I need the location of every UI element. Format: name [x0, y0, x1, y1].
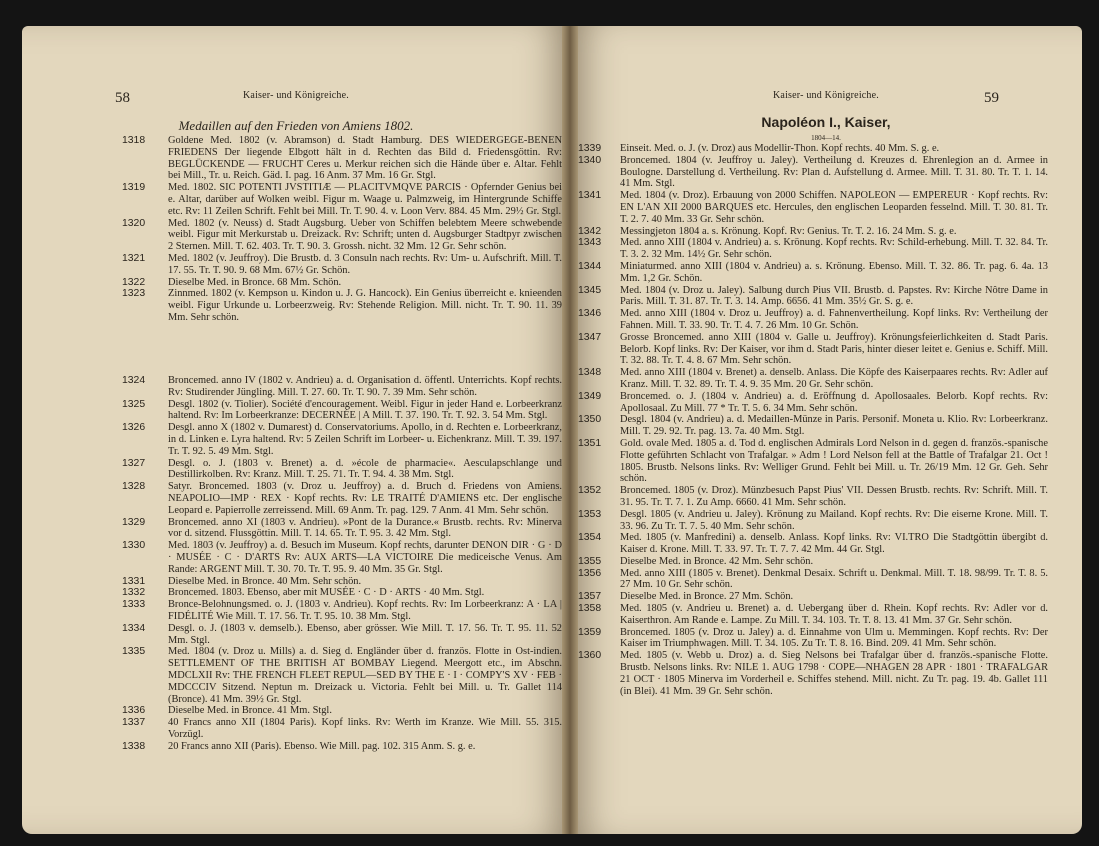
- entry-description: Broncemed. anno IV (1802 v. Andrieu) a. d. Organisation d. öffentl. Unterrichts. Kopf rechts. Rv: Studirender Jüngling. Mill. T. 27. 60. Tr. T. 90. 7. 39 Mm. Sehr schön.: [168, 375, 562, 398]
- entry-description: Desgl. o. J. (1803 v. Brenet) a. d. »école de pharmacie«. Aesculapschlange und Destillirkolben. Rv: Kranz. Mill. T. 25. 71. Tr. T. 94. 4. 38 Mm. Stgl.: [168, 457, 562, 481]
- book-gutter: [562, 26, 578, 834]
- entry-number: 1359: [578, 626, 602, 638]
- catalogue-entry: [122, 599, 562, 623]
- entry-number: 1324: [122, 375, 146, 386]
- catalogue-entry: [578, 414, 1048, 438]
- entry-description: Dieselbe Med. in Bronce. 41 Mm. Stgl.: [168, 705, 332, 717]
- catalogue-entry: [578, 509, 1048, 533]
- page-number-right: 59: [984, 90, 999, 106]
- entry-number: 1348: [578, 367, 602, 379]
- catalogue-list-napoleon: [578, 143, 1048, 697]
- entry-description: Med. 1802 (v. Neuss) d. Stadt Augsburg. Ueber von Schiffen belebtem Meere schwebende weibl. Figur mit Merkurstab u. Dreizack. Rv: Schrift; unten d. Augsburger Stadtpyr zwischen 2 Sternen. Mill. T. 62. 403. Tr. T. 90. 3. Grossh. nicht. 32 Mm. 12 Gr. Sehr schön.: [168, 217, 562, 253]
- entry-number: 1332: [122, 587, 146, 599]
- entry-number: 1355: [578, 555, 602, 567]
- entry-description: Zinnmed. 1802 (v. Kempson u. Kindon u. J. G. Hancock). Ein Genius überreicht e. knieenden weibl. Figur Urkunde u. Lorbeerzweig. Rv: Stehende Religion. Mill. nicht. Tr. T. 90. 11. 39 Mm. Sehr schön.: [168, 288, 562, 323]
- entry-number: 1335: [122, 646, 146, 658]
- entry-description: Desgl. 1805 (v. Andrieu u. Jaley). Krönung zu Mailand. Kopf rechts. Rv: Die eiserne Krone. Mill. T. 33. 96. Zu Tr. T. 7. 5. 40 Mm. Sehr schön.: [620, 508, 1048, 532]
- entry-description: Dieselbe Med. in Bronce. 27 Mm. Schön.: [620, 591, 794, 603]
- catalogue-entry: [578, 391, 1048, 415]
- entry-number: 1356: [578, 567, 602, 579]
- catalogue-entry: [578, 332, 1048, 367]
- entry-description: Broncemed. 1805 (v. Droz). Münzbesuch Papst Pius' VII. Dessen Brustb. rechts. Rv: Schrift. Mill. T. 31. 95. Tr. T. 7. 1. Zu Amp. 6660. 41 Mm. Sehr schön.: [620, 485, 1048, 508]
- right-page: [570, 26, 1082, 834]
- entry-description: Bronce-Belohnungsmed. o. J. (1803 v. Andrieu). Kopf rechts. Rv: Im Lorbeerkranz: A · LA | FIDÉLITÉ Wie Mill. T. 17. 56. Tr. T. 95. 10. 38 Mm. Stgl.: [168, 599, 562, 622]
- entry-description: Dieselbe Med. in Bronce. 40 Mm. Sehr schön.: [168, 575, 362, 587]
- entry-description: Med. 1804 (v. Droz u. Mills) a. d. Sieg d. Engländer über d. französ. Flotte in Ost-indien. SETTLEMENT OF THE BRITISH AT BOMBAY Liegend. Meergott etc., im Abschn. MDCLXII Rv: THE FRENCH FLEET REPUL—SED BY THE E · I · COMPY'S XV · FEB · MDCCCIV Sitzend. Neptun m. Dreizack u. Victoria. Fehlt bei Mill. u. Tr. Gallet 114 (Bronce). 41 Mm. 39½ Gr. Stgl.: [168, 646, 562, 705]
- entry-description: Med. anno XIII (1804 v. Droz u. Jeuffroy) a. d. Fahnenvertheilung. Kopf links. Rv: Vertheilung der Fahnen. Mill. T. 33. 90. Tr. T. 4. 7. 26 Mm. 10 Gr. Schön.: [620, 308, 1048, 331]
- catalogue-entry: [122, 717, 562, 741]
- catalogue-entry: [578, 603, 1048, 627]
- entry-description: 20 Francs anno XII (Paris). Ebenso. Wie Mill. pag. 102. 315 Anm. S. g. e.: [168, 740, 476, 752]
- entry-description: Med. 1805 (v. Manfredini) a. denselb. Anlass. Kopf links. Rv: VI.TRO Die Stadtgöttin übergibt d. Kaiser d. Krone. Mill. T. 33. 97. Tr. T. 7. 7. 42 Mm. 44 Gr. Stgl.: [620, 532, 1048, 556]
- entry-number: 1342: [578, 225, 602, 237]
- entry-number: 1353: [578, 508, 602, 520]
- catalogue-entry: [578, 367, 1048, 391]
- entry-number: 1344: [578, 260, 602, 272]
- catalogue-entry: [578, 155, 1048, 190]
- catalogue-entry: [578, 226, 1048, 238]
- entry-number: 1351: [578, 437, 602, 449]
- catalogue-entry: [578, 438, 1048, 485]
- catalogue-entry: [578, 650, 1048, 697]
- entry-description: Med. anno XIII (1804 v. Brenet) a. denselb. Anlass. Die Köpfe des Kaiserpaares rechts. Rv: Adler auf Kranz. Mill. T. 32. 89. Tr. T. 4. 9. 35 Mm. 20 Gr. Sehr schön.: [620, 367, 1048, 390]
- entry-description: Med. 1805 (v. Webb u. Droz) a. d. Sieg Nelsons bei Trafalgar über d. französ.-spanische Flotte. Brustb. Nelsons links. Rv: NILE 1. AUG 1798 · COPE—NHAGEN 28 APR · 1801 · TRAFALGAR 21 OCT · 1805 Minerva im Vorderheil e. Schiffes stehend. Mill. nicht. Zu Tr. pag. 19. 4b. Gallet 111 (in Blei). 41 Mm. 39 Gr. Sehr schön.: [620, 650, 1048, 697]
- entry-description: Goldene Med. 1802 (v. Abramson) d. Stadt Hamburg. DES WIEDERGEGE-BENEN FRIEDENS Der liegende Elbgott hält in d. Rechten das Bild d. Friedensgöttin. Rv: BEGLÜCKENDE — FRUCHT Ceres u. Merkur reichen sich die Hände über e. Altar. Fehlt bei Mill., Tr. u. Reich. Gäd. I. pag. 16 Anm. 37 Mm. 16 Gr. Stgl.: [168, 135, 562, 182]
- catalogue-list-amiens: [122, 135, 562, 324]
- page-number-left: 58: [115, 90, 130, 106]
- catalogue-entry: [578, 143, 1048, 155]
- catalogue-entry: [122, 517, 562, 541]
- catalogue-entry: [122, 253, 562, 277]
- catalogue-entry: [578, 627, 1048, 651]
- entry-description: Med. anno XIII (1805 v. Brenet). Denkmal Desaix. Schrift u. Denkmal. Mill. T. 18. 98/99. Tr. T. 8. 5. 27 Mm. 10 Gr. Sehr schön.: [620, 567, 1048, 591]
- left-page: [22, 26, 570, 834]
- catalogue-entry: [578, 568, 1048, 592]
- entry-description: Broncemed. 1803. Ebenso, aber mit MUSÉE · C · D · ARTS · 40 Mm. Stgl.: [168, 587, 485, 599]
- entry-description: Desgl. o. J. (1803 v. demselb.). Ebenso, aber grösser. Wie Mill. T. 17. 56. Tr. T. 95. 11. 52 Mm. Stgl.: [168, 622, 562, 646]
- entry-number: 1333: [122, 599, 146, 611]
- entry-description: Desgl. 1804 (v. Andrieu) a. d. Medaillen-Münze in Paris. Personif. Moneta u. Klio. Rv: Lorbeerkranz. Mill. T. 29. 92. Tr. pag. 13. 7a. 40 Mm. Stgl.: [620, 414, 1048, 438]
- entry-number: 1349: [578, 390, 602, 402]
- catalogue-entry: [122, 277, 562, 289]
- entry-description: Med. 1804 (v. Droz). Erbauung von 2000 Schiffen. NAPOLEON — EMPEREUR · Kopf rechts. Rv: EN L'AN XII 2000 BARQUES etc. Hercules, den englischen Leoparden fesselnd. Mill. T. 30. 81. Tr. T. 2. 7. 40 Mm. 33 Gr. Sehr schön.: [620, 190, 1048, 225]
- entry-number: 1357: [578, 591, 602, 603]
- catalogue-entry: [578, 261, 1048, 285]
- entry-description: Desgl. anno X (1802 v. Dumarest) d. Conservatoriums. Apollo, in d. Rechten e. Lorbeerkranz, in d. Linken e. Lyra haltend. Rv: 5 Zeilen Schrift im Lorbeer- u. Eichenkranz. Mill. T. 39. 197. Tr. T. 92. 5. 49 Mm. Stgl.: [168, 422, 562, 457]
- entry-number: 1334: [122, 622, 146, 634]
- entry-description: Dieselbe Med. in Bronce. 68 Mm. Schön.: [168, 276, 342, 288]
- catalogue-entry: [578, 591, 1048, 603]
- entry-number: 1319: [122, 182, 146, 194]
- entry-description: Med. 1802. SIC POTENTI JVSTITIÆ — PLACITVMQVE PARCIS · Opfernder Genius bei e. Altar, darüber auf Wolken weibl. Figur m. Waage u. Palmzweig, im Hintergrunde Schiffe etc. Rv: 11 Zeilen Schrift. Fehlt bei Mill. Tr. T. 90. 4. v. Loon Verv. 884. 45 Mm. 29½ Gr. Stgl.: [168, 182, 562, 217]
- entry-number: 1328: [122, 481, 146, 493]
- entry-number: 1338: [122, 740, 146, 752]
- entry-number: 1326: [122, 422, 146, 434]
- catalogue-entry: [122, 218, 562, 253]
- running-header-left: Kaiser- und Königreiche.: [243, 90, 349, 101]
- entry-description: Einseit. Med. o. J. (v. Droz) aus Modellir-Thon. Kopf rechts. 40 Mm. S. g. e.: [620, 143, 940, 154]
- entry-description: Miniaturmed. anno XIII (1804 v. Andrieu) a. s. Krönung. Ebenso. Mill. T. 32. 86. Tr. pag. 6. 4a. 13 Mm. 1,2 Gr. Schön.: [620, 260, 1048, 284]
- entry-description: Med. 1805 (v. Andrieu u. Brenet) a. d. Uebergang über d. Rhein. Kopf rechts. Rv: Adler vor d. Kaiserthron. Am Rande e. Lampe. Zu Mill. T. 34. 103. Tr. T. 8. 13. 41 Mm. 37 Gr. Sehr schön.: [620, 603, 1048, 626]
- section-title-napoleon: Napoléon I., Kaiser,: [761, 114, 891, 130]
- entry-description: Grosse Broncemed. anno XIII (1804 v. Galle u. Jeuffroy). Krönungsfeierlichkeiten d. Stadt Paris. Belorb. Kopf links. Rv: Der Kaiser, vor ihm d. Stadt Paris, hinter dieser leitet e. Genius e. Schiff. Mill. T. 32. 88. Tr. T. 4. 8. 67 Mm. Sehr schön.: [620, 331, 1048, 367]
- entry-number: 1346: [578, 308, 602, 320]
- entry-description: Gold. ovale Med. 1805 a. d. Tod d. englischen Admirals Lord Nelson in d. gegen d. französ.-spanische Flotte geführten Schlacht von Trafalgar. » Adm ! Lord Nelson fell at the Battle of Trafalgar 21. Oct ! 1805. Brustb. Nelsons links. Rv: Welliger Grund. Fehlt bei Mill. u. Tr. 26/19 Mm. 12 Gr. Geh. Sehr schön.: [620, 437, 1048, 485]
- entry-number: 1330: [122, 540, 146, 552]
- entry-description: Desgl. 1802 (v. Tiolier). Société d'encouragement. Weibl. Figur in jeder Hand e. Lorbeerkranz haltend. Rv: Im Lorbeerkranze: DECERNÉE | A Mill. T. 37. 190. Tr. T. 92. 3. 54 Mm. Stgl.: [168, 398, 562, 422]
- entry-number: 1352: [578, 485, 602, 497]
- entry-number: 1360: [578, 650, 602, 662]
- entry-description: Broncemed. o. J. (1804 v. Andrieu) a. d. Eröffnung d. Apollosaales. Belorb. Kopf rechts. Rv: Apollosaal. Zu Mill. 77 * Tr. T. 5. 6. 34 Mm. Sehr schön.: [620, 390, 1048, 414]
- catalogue-entry: [122, 399, 562, 423]
- entry-number: 1327: [122, 457, 146, 469]
- entry-number: 1325: [122, 398, 146, 410]
- entry-number: 1350: [578, 414, 602, 426]
- catalogue-entry: [122, 135, 562, 182]
- catalogue-entry: [122, 587, 562, 599]
- entry-number: 1331: [122, 575, 146, 587]
- catalogue-entry: [122, 540, 562, 575]
- entry-number: 1343: [578, 237, 602, 249]
- catalogue-entry: [122, 646, 562, 705]
- entry-number: 1345: [578, 284, 602, 296]
- entry-number: 1323: [122, 288, 146, 300]
- entry-number: 1358: [578, 603, 602, 615]
- entry-number: 1318: [122, 135, 146, 146]
- entry-description: Messingjeton 1804 a. s. Krönung. Kopf. Rv: Genius. Tr. T. 2. 16. 24 Mm. S. g. e.: [620, 225, 957, 237]
- section-title-amiens: Medaillen auf den Frieden von Amiens 1802.: [178, 118, 414, 133]
- entry-description: Satyr. Broncemed. 1803 (v. Droz u. Jeuffroy) a. d. Bruch d. Friedens von Amiens. NEAPOLIO—IMP · REX · Kopf rechts. Rv: LE TRAITÉ D'AMIENS etc. Der englische Leopard e. Papierrolle zerreissend. Mill. 69 Anm. Tr. pag. 129. 7 Anm. 41 Mm. Sehr schön.: [168, 481, 562, 516]
- catalogue-entry: [122, 481, 562, 516]
- entry-number: 1329: [122, 516, 146, 528]
- entry-number: 1340: [578, 154, 602, 166]
- catalogue-entry: [122, 375, 562, 399]
- catalogue-entry: [122, 458, 562, 482]
- entry-number: 1337: [122, 717, 146, 729]
- catalogue-entry: [122, 741, 562, 753]
- catalogue-entry: [122, 182, 562, 217]
- catalogue-entry: [578, 485, 1048, 509]
- catalogue-list-medals: [122, 375, 562, 753]
- entry-description: 40 Francs anno XII (1804 Paris). Kopf links. Rv: Werth im Kranze. Wie Mill. 55. 315. Vorzügl.: [168, 717, 562, 740]
- catalogue-entry: [578, 556, 1048, 568]
- entry-number: 1341: [578, 190, 602, 202]
- entry-number: 1339: [578, 143, 602, 154]
- catalogue-entry: [578, 190, 1048, 225]
- entry-description: Broncemed. anno XI (1803 v. Andrieu). »Pont de la Durance.« Brustb. rechts. Rv: Minerva vor d. sitzend. Flussgöttin. Mill. T. 14. 65. Tr. T. 95. 3. 42 Mm. Stgl.: [168, 516, 562, 540]
- catalogue-entry: [578, 237, 1048, 261]
- catalogue-entry: [122, 623, 562, 647]
- catalogue-entry: [122, 288, 562, 323]
- catalogue-entry: [122, 705, 562, 717]
- entry-number: 1347: [578, 331, 602, 343]
- catalogue-entry: [122, 576, 562, 588]
- entry-description: Med. 1804 (v. Droz u. Jaley). Salbung durch Pius VII. Brustb. d. Papstes. Rv: Kirche Nôtre Dame in Paris. Mill. T. 31. 87. Tr. T. 3. 14. Amp. 6656. 41 Mm. 35½ Gr. S. g. e.: [620, 284, 1048, 308]
- entry-number: 1354: [578, 532, 602, 544]
- entry-number: 1321: [122, 252, 146, 264]
- catalogue-entry: [578, 532, 1048, 556]
- entry-number: 1336: [122, 705, 146, 717]
- entry-description: Dieselbe Med. in Bronce. 42 Mm. Sehr schön.: [620, 555, 814, 567]
- catalogue-entry: [578, 285, 1048, 309]
- entry-description: Med. anno XIII (1804 v. Andrieu) a. s. Krönung. Kopf rechts. Rv: Schild-erhebung. Mill. T. 32. 84. Tr. T. 3. 2. 32 Mm. 14½ Gr. Sehr schön.: [620, 237, 1048, 261]
- entry-description: Broncemed. 1804 (v. Jeuffroy u. Jaley). Vertheilung d. Kreuzes d. Ehrenlegion an d. Armee in Boulogne. Darstellung d. Vertheilung. Rv: Plan d. Aufstellung d. Armee. Mill. T. 31. 80. Tr. T. 1. 14. 41 Mm. Stgl.: [620, 154, 1048, 190]
- entry-number: 1320: [122, 217, 146, 229]
- entry-number: 1322: [122, 276, 146, 288]
- entry-description: Broncemed. 1805 (v. Droz u. Jaley) a. d. Einnahme von Ulm u. Memmingen. Kopf rechts. Rv: Der Kaiser im Triumphwagen. Mill. T. 34. 105. Zu Tr. T. 8. 16. Bind. 209. 41 Mm. Sehr schön.: [620, 626, 1048, 650]
- entry-description: Med. 1803 (v. Jeuffroy) a. d. Besuch im Museum. Kopf rechts, darunter DENON DIR · G · D · MUSÉE · C · D'ARTS Rv: AUX ARTS—LA VICTOIRE Die mediceische Venus. Am Rande: ARGENT Mill. T. 30. 70. Tr. T. 95. 9. 40 Mm. 35 Gr. Stgl.: [168, 540, 562, 575]
- catalogue-entry: [122, 422, 562, 457]
- section-years: 1804—14.: [811, 134, 841, 142]
- catalogue-entry: [578, 308, 1048, 332]
- running-header-right: Kaiser- und Königreiche.: [773, 90, 879, 101]
- entry-description: Med. 1802 (v. Jeuffroy). Die Brustb. d. 3 Consuln nach rechts. Rv: Um- u. Aufschrift. Mill. T. 17. 55. Tr. T. 90. 9. 68 Mm. 67½ Gr. Schön.: [168, 252, 562, 276]
